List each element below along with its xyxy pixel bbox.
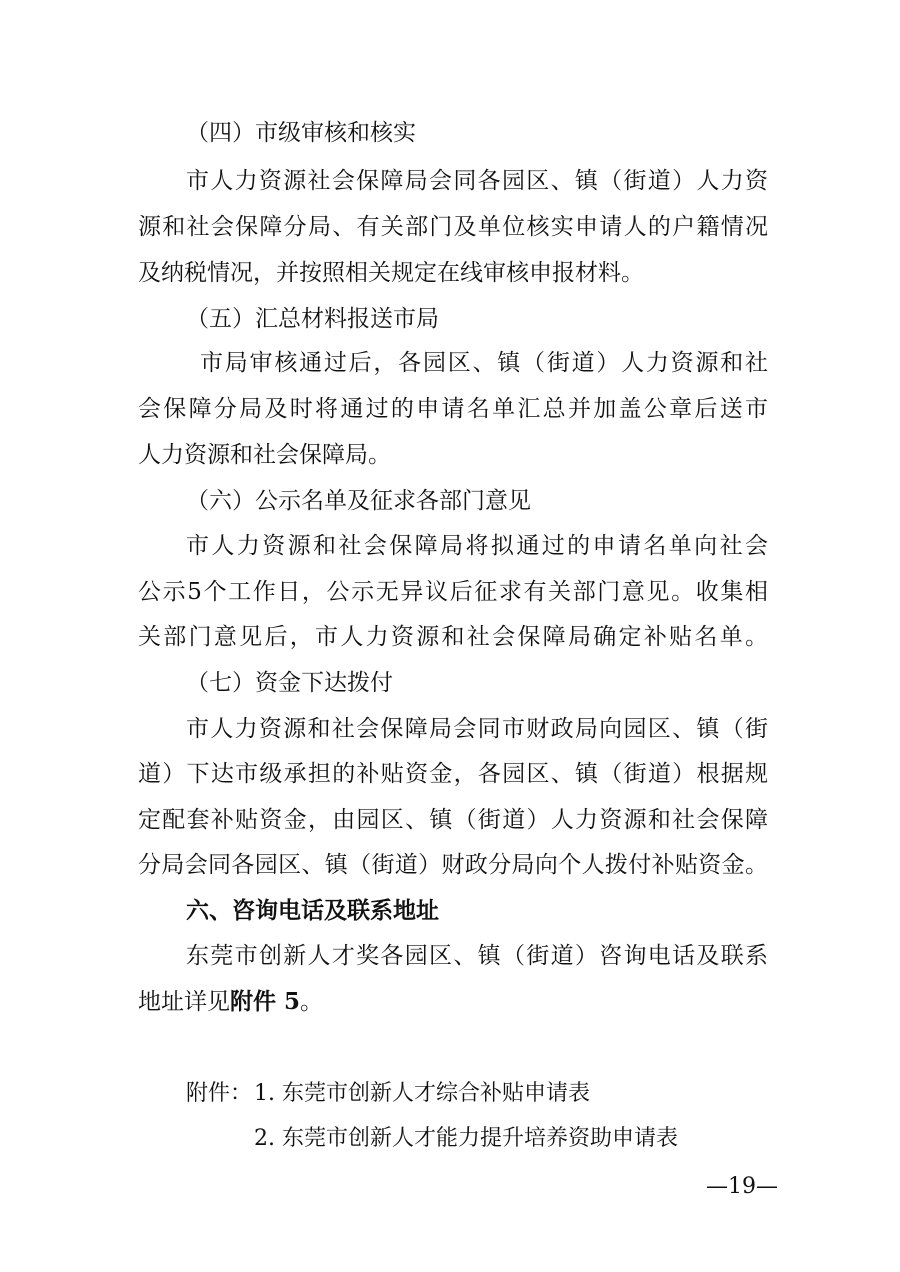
paragraph-line: 市局审核通过后，各园区、镇（街道）人力资源和社 bbox=[200, 350, 768, 376]
attachment-item: 2. 东莞市创新人才能力提升培养资助申请表 bbox=[254, 1126, 678, 1151]
paragraph-line bbox=[138, 987, 768, 1017]
paragraph-line: 关部门意见后，市人力资源和社会保障局确定补贴名单。 bbox=[138, 624, 768, 650]
paragraph-line: 市人力资源和社会保障局会同市财政局向园区、镇（街 bbox=[186, 716, 768, 742]
paragraph-line: 东莞市创新人才奖各园区、镇（街道）咨询电话及联系 bbox=[186, 943, 768, 969]
section-7-heading: （七）资金下达拨付 bbox=[186, 670, 393, 696]
paragraph-line: 分局会同各园区、镇（街道）财政分局向个人拨付补贴资金。 bbox=[138, 852, 768, 878]
attachment-item: 1. 东莞市创新人才综合补贴申请表 bbox=[254, 1081, 590, 1106]
paragraph-line: 源和社会保障分局、有关部门及单位核实申请人的户籍情况 bbox=[138, 214, 768, 240]
attachments-label: 附件： bbox=[186, 1081, 253, 1106]
paragraph-line: 公示5个工作日，公示无异议后征求有关部门意见。收集相 bbox=[138, 579, 768, 605]
attachment-5-reference: 附件 5 bbox=[230, 988, 301, 1015]
paragraph-line: 道）下达市级承担的补贴资金，各园区、镇（街道）根据规 bbox=[138, 761, 768, 787]
section-5-heading: （五）汇总材料报送市局 bbox=[186, 306, 439, 332]
paragraph-line: 及纳税情况，并按照相关规定在线审核申报材料。 bbox=[138, 260, 644, 286]
paragraph-line: 市人力资源社会保障局会同各园区、镇（街道）人力资 bbox=[186, 168, 768, 194]
paragraph-line: 会保障分局及时将通过的申请名单汇总并加盖公章后送市 bbox=[138, 396, 768, 422]
text-span: 。 bbox=[300, 989, 324, 1015]
chapter-6-heading: 六、咨询电话及联系地址 bbox=[186, 897, 439, 924]
paragraph-line: 市人力资源和社会保障局将拟通过的申请名单向社会 bbox=[186, 533, 768, 559]
paragraph-line: 人力资源和社会保障局。 bbox=[138, 442, 391, 468]
text-span: 地址详见 bbox=[138, 989, 230, 1015]
paragraph-line: 定配套补贴资金，由园区、镇（街道）人力资源和社会保障 bbox=[138, 807, 768, 833]
section-4-heading: （四）市级审核和核实 bbox=[186, 120, 416, 146]
page-number: —19— bbox=[706, 1174, 778, 1199]
section-6-heading: （六）公示名单及征求各部门意见 bbox=[186, 488, 531, 514]
